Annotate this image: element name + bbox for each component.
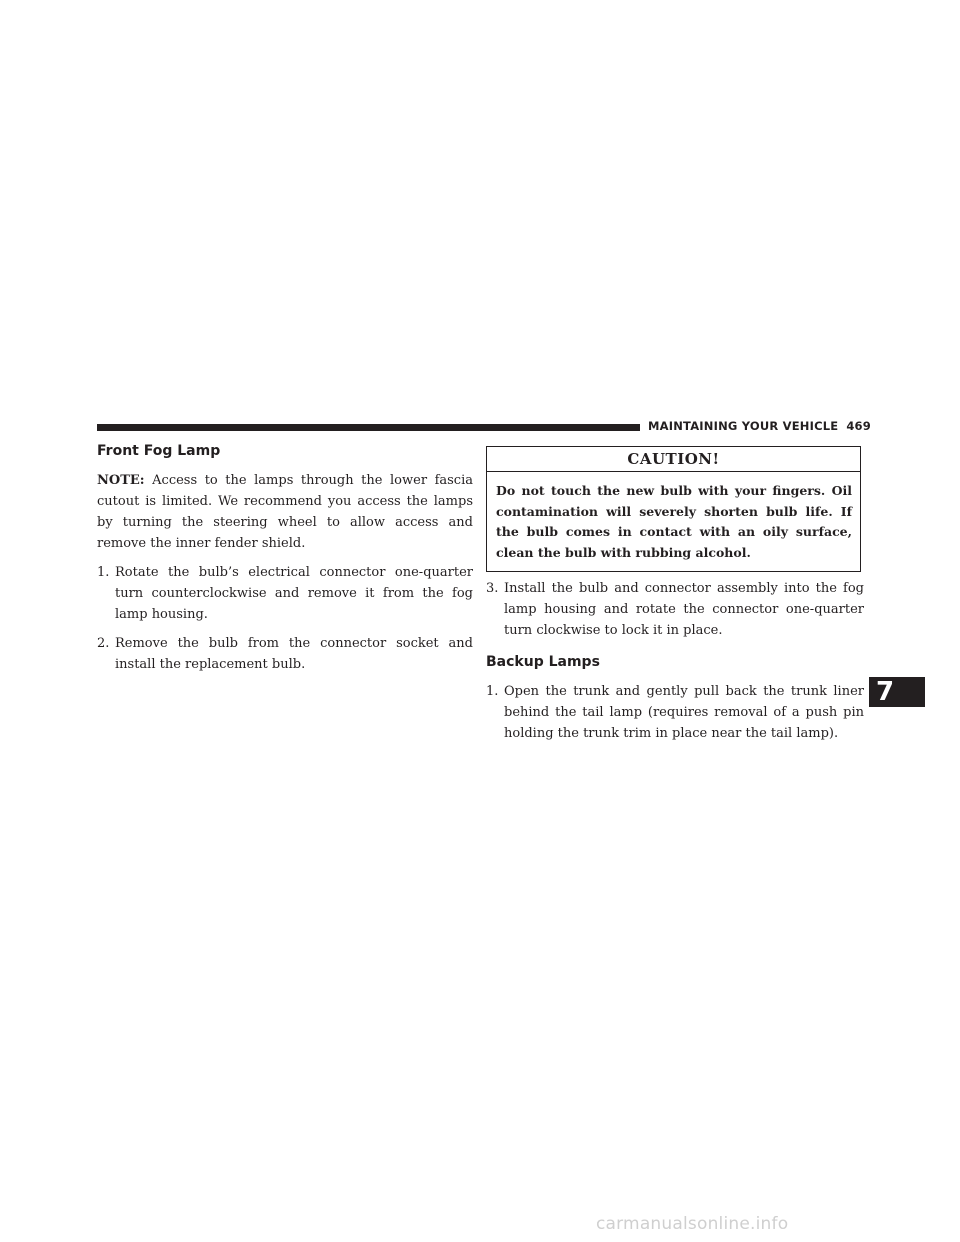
header-rule	[97, 424, 640, 431]
page-number: 469	[846, 419, 871, 433]
step-text: Open the trunk and gently pull back the trunk liner behind the tail lamp (requires removal of a push pin holding the trunk trim in place near the tail lamp).	[504, 684, 864, 741]
note-paragraph	[97, 470, 473, 554]
heading-front-fog-lamp: Front Fog Lamp	[97, 443, 221, 459]
step-text: Install the bulb and connector assembly into the fog lamp housing and rotate the connector one-quarter turn clockwise to lock it in place.	[504, 581, 864, 638]
right-column	[486, 446, 864, 744]
step-number: 2.	[97, 636, 110, 651]
list-item	[97, 633, 473, 675]
list-item	[97, 562, 473, 625]
caution-text: Do not touch the new bulb with your fingers. Oil contamination will severely shorten bulb life. If the bulb comes in contact with an oily surface, clean the bulb with rubbing alcohol.	[496, 483, 852, 560]
section-title: MAINTAINING YOUR VEHICLE	[648, 419, 839, 433]
note-text: Access to the lamps through the lower fascia cutout is limited. We recommend you access the lamps by turning the steering wheel to allow access and remove the inner fender shield.	[97, 473, 473, 551]
watermark: carmanualsonline.info	[596, 1214, 789, 1234]
caution-box	[486, 446, 861, 572]
heading-backup-lamps: Backup Lamps	[486, 654, 600, 670]
step-number: 1.	[486, 684, 499, 699]
step-number: 3.	[486, 581, 499, 596]
step-text: Remove the bulb from the connector socket and install the replacement bulb.	[115, 636, 473, 672]
step-text: Rotate the bulb’s electrical connector one-quarter turn counterclockwise and remove it from the fog lamp housing.	[115, 565, 473, 622]
list-item	[486, 578, 864, 641]
chapter-number: 7	[876, 677, 895, 707]
chapter-tab	[869, 677, 925, 707]
left-column	[97, 440, 473, 675]
running-header	[648, 419, 870, 433]
list-item	[486, 681, 864, 744]
note-label: NOTE:	[97, 473, 145, 488]
caution-title: CAUTION!	[487, 447, 860, 472]
step-number: 1.	[97, 565, 110, 580]
